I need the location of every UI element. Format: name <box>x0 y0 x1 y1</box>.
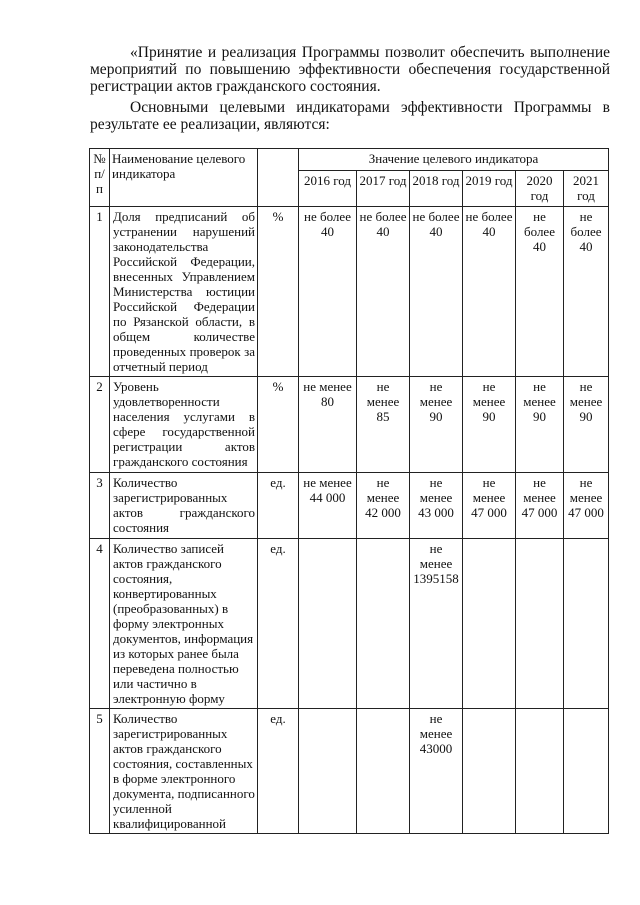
indicator-name: Уровень удовлетворенности населения услугами в сфере государственной регистрации актов гражданского состояния <box>110 377 258 473</box>
value-cell: не менее 47 000 <box>516 473 564 539</box>
unit-cell: ед. <box>258 473 299 539</box>
value-cell: не менее 85 <box>357 377 410 473</box>
value-cell: не менее 90 <box>564 377 609 473</box>
indicators-lead-paragraph: Основными целевыми индикаторами эффективности Программы в результате ее реализации, являются: <box>90 99 610 133</box>
header-name-cell: Наименование целевого индикатора <box>110 149 258 207</box>
header-year-cell: 2021 год <box>564 171 609 207</box>
header-unit-cell <box>258 149 299 207</box>
value-cell: не более 40 <box>410 207 463 377</box>
value-cell <box>299 539 357 709</box>
row-number: 5 <box>90 709 110 834</box>
value-cell: не менее 90 <box>463 377 516 473</box>
value-cell: не менее 47 000 <box>564 473 609 539</box>
row-number: 1 <box>90 207 110 377</box>
indicators-table <box>89 148 609 834</box>
row-number: 2 <box>90 377 110 473</box>
value-cell <box>516 709 564 834</box>
value-cell <box>463 709 516 834</box>
value-cell: не более 40 <box>299 207 357 377</box>
table-row <box>90 377 609 473</box>
value-cell: не более 40 <box>564 207 609 377</box>
indicator-name: Количество записей актов гражданского состояния, конвертированных (преобразованных) в форму электронных документов, информация из которых ранее была переведена полностью или частично в электронную форму <box>110 539 258 709</box>
header-year-cell: 2020 год <box>516 171 564 207</box>
row-number: 3 <box>90 473 110 539</box>
indicator-name: Количество зарегистрированных актов гражданского состояния, составленных в форме электронного документа, подписанного усиленной квалифицированной <box>110 709 258 834</box>
header-number-cell: № п/п <box>90 149 110 207</box>
value-cell: не менее 80 <box>299 377 357 473</box>
value-cell: не более 40 <box>516 207 564 377</box>
value-cell <box>299 709 357 834</box>
value-cell: не менее 43000 <box>410 709 463 834</box>
intro-paragraph: «Принятие и реализация Программы позволит обеспечить выполнение мероприятий по повышению эффективности обеспечения государственной регистрации актов гражданского состояния. <box>90 44 610 95</box>
value-cell: не более 40 <box>463 207 516 377</box>
header-year-cell: 2017 год <box>357 171 410 207</box>
header-group-cell: Значение целевого индикатора <box>299 149 609 171</box>
header-year-cell: 2018 год <box>410 171 463 207</box>
table-row <box>90 709 609 834</box>
value-cell: не менее 90 <box>410 377 463 473</box>
value-cell <box>357 709 410 834</box>
header-year-cell: 2019 год <box>463 171 516 207</box>
table-row <box>90 207 609 377</box>
unit-cell: % <box>258 377 299 473</box>
row-number: 4 <box>90 539 110 709</box>
value-cell: не более 40 <box>357 207 410 377</box>
table-row <box>90 473 609 539</box>
value-cell: не менее 44 000 <box>299 473 357 539</box>
value-cell: не менее 47 000 <box>463 473 516 539</box>
header-year-cell: 2016 год <box>299 171 357 207</box>
value-cell <box>516 539 564 709</box>
value-cell: не менее 1395158 <box>410 539 463 709</box>
unit-cell: ед. <box>258 709 299 834</box>
indicator-name: Доля предписаний об устранении нарушений законодательства Российской Федерации, внесенных Управлением Министерства юстиции Российской Федерации по Рязанской области, в общем количестве проведенных проверок за отчетный период <box>110 207 258 377</box>
value-cell <box>357 539 410 709</box>
value-cell: не менее 90 <box>516 377 564 473</box>
unit-cell: ед. <box>258 539 299 709</box>
unit-cell: % <box>258 207 299 377</box>
indicator-name: Количество зарегистрированных актов гражданского состояния <box>110 473 258 539</box>
value-cell: не менее 42 000 <box>357 473 410 539</box>
value-cell <box>463 539 516 709</box>
value-cell <box>564 539 609 709</box>
value-cell: не менее 43 000 <box>410 473 463 539</box>
value-cell <box>564 709 609 834</box>
table-row <box>90 539 609 709</box>
